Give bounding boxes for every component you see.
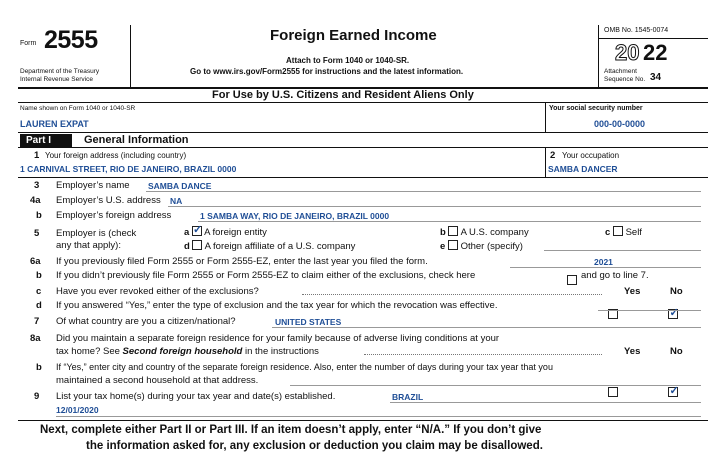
footer-line-1: Next, complete either Part II or Part III. If an item doesn’t apply, enter “N/A.” If you don’t give xyxy=(40,424,542,436)
employer-name-label: Employer’s name xyxy=(56,180,130,191)
part-1-label: Part I xyxy=(20,134,72,147)
employer-type-label-2: any that apply): xyxy=(56,240,121,251)
sequence-label: Sequence No. xyxy=(604,76,646,83)
form-word: Form xyxy=(20,40,37,47)
other-checkbox[interactable] xyxy=(448,240,458,250)
revoked-label: Have you ever revoked either of the exclusions? xyxy=(56,286,259,297)
goto-instruction: Go to www.irs.gov/Form2555 for instructions and the latest information. xyxy=(190,67,464,76)
attachment-label: Attachment xyxy=(604,68,637,75)
not-filed-label: If you didn’t previously file Form 2555 or Form 2555-EZ to claim either of the exclusions, check here xyxy=(56,270,476,281)
line-3-number: 3 xyxy=(34,180,40,191)
tax-home-date[interactable]: 12/01/2020 xyxy=(56,405,99,415)
us-company-checkbox[interactable] xyxy=(448,226,458,236)
previous-filing-label: If you previously filed Form 2555 or Form 2555-EZ, enter the last year you filed the form. xyxy=(56,256,428,267)
line-8b-number: b xyxy=(36,362,42,373)
citizenship-label: Of what country are you a citizen/national? xyxy=(56,316,236,327)
employer-option-other[interactable]: e Other (specify) xyxy=(440,241,523,252)
employer-option-us-company[interactable]: b A U.S. company xyxy=(440,227,529,238)
employer-option-foreign-entity[interactable]: a ✓ A foreign entity xyxy=(184,226,267,238)
line-4a-number: 4a xyxy=(30,195,41,206)
employer-foreign-address-value[interactable]: 1 SAMBA WAY, RIO DE JANEIRO, BRAZIL 0000 xyxy=(200,211,390,221)
sequence-number: 34 xyxy=(650,72,662,83)
foreign-entity-checkbox[interactable] xyxy=(192,226,202,236)
occupation-value[interactable]: SAMBA DANCER xyxy=(548,164,618,174)
revoked-no-label: No xyxy=(670,286,683,297)
employer-option-foreign-affiliate[interactable]: d A foreign affiliate of a U.S. company xyxy=(184,241,356,252)
ssn-label: Your social security number xyxy=(549,105,643,112)
revocation-type-label: If you answered “Yes,” enter the type of exclusion and the tax year for which the revocation was effective. xyxy=(56,300,498,311)
line-6c-number: c xyxy=(36,286,42,297)
form-title: Foreign Earned Income xyxy=(270,27,437,44)
second-household-label-1: If “Yes,” enter city and country of the separate foreign residence. Also, enter the number of days during your tax year that you xyxy=(56,362,553,372)
separate-residence-no-label: No xyxy=(670,346,683,357)
attach-instruction: Attach to Form 1040 or 1040-SR. xyxy=(286,56,410,65)
separate-residence-no-checkbox[interactable] xyxy=(668,387,678,397)
employer-type-label-1: Employer is (check xyxy=(56,228,137,239)
tax-home-label: List your tax home(s) during your tax year and date(s) established. xyxy=(56,391,336,402)
self-checkbox[interactable] xyxy=(613,226,623,236)
second-household-label-2: maintained a second household at that address. xyxy=(56,375,259,386)
line-6a-number: 6a xyxy=(30,256,41,267)
separate-residence-label-1: Did you maintain a separate foreign residence for your family because of adverse living conditions at your xyxy=(56,333,500,344)
tax-home-value[interactable]: BRAZIL xyxy=(392,392,424,402)
employer-name-value[interactable]: SAMBA DANCE xyxy=(148,181,212,191)
line-9-number: 9 xyxy=(34,391,40,402)
name-label: Name shown on Form 1040 or 1040-SR xyxy=(20,105,136,112)
employer-option-self[interactable]: c Self xyxy=(605,227,642,238)
employer-us-address-value[interactable]: NA xyxy=(170,196,183,206)
separate-residence-yes-label: Yes xyxy=(624,346,641,357)
line-1-number: 1 xyxy=(34,150,40,161)
line-5-number: 5 xyxy=(34,228,40,239)
citizens-banner: For Use by U.S. Citizens and Resident Aliens Only xyxy=(212,89,474,101)
foreign-address-value[interactable]: 1 CARNIVAL STREET, RIO DE JANEIRO, BRAZIL 0000 xyxy=(20,164,237,174)
employer-foreign-address-label: Employer’s foreign address xyxy=(56,210,172,221)
previous-filing-year[interactable]: 2021 xyxy=(594,257,613,267)
line-8a-number: 8a xyxy=(30,333,41,344)
form-number: 2555 xyxy=(44,26,98,54)
line-6b-number: b xyxy=(36,270,42,281)
department-label: Department of the Treasury xyxy=(20,68,100,75)
separate-residence-yes-checkbox[interactable] xyxy=(608,387,618,397)
line-7-number: 7 xyxy=(34,316,40,327)
foreign-affiliate-checkbox[interactable] xyxy=(192,240,202,250)
foreign-address-label: Your foreign address (including country) xyxy=(45,151,187,160)
employer-us-address-label: Employer’s U.S. address xyxy=(56,195,161,206)
name-value[interactable]: LAUREN EXPAT xyxy=(20,119,89,129)
irs-label: Internal Revenue Service xyxy=(20,76,93,83)
tax-year-bold: 22 xyxy=(643,40,668,65)
omb-number: OMB No. 1545-0074 xyxy=(604,27,669,34)
ssn-value[interactable]: 000-00-0000 xyxy=(594,119,646,129)
not-filed-checkbox[interactable] xyxy=(567,275,577,285)
revoked-yes-label: Yes xyxy=(624,286,641,297)
not-filed-label-end: and go to line 7. xyxy=(581,270,649,281)
separate-residence-label-2: tax home? See Second foreign household in the instructions xyxy=(56,346,319,357)
line-6d-number: d xyxy=(36,300,42,311)
citizenship-value[interactable]: UNITED STATES xyxy=(275,317,342,327)
line-2-number: 2 xyxy=(550,150,556,161)
tax-year-outline: 20 xyxy=(615,40,640,65)
line-4b-number: b xyxy=(36,210,42,221)
footer-line-2: the information asked for, any exclusion or deduction you claim may be disallowed. xyxy=(86,440,543,452)
occupation-label: Your occupation xyxy=(562,151,620,160)
part-1-title: General Information xyxy=(84,134,189,146)
